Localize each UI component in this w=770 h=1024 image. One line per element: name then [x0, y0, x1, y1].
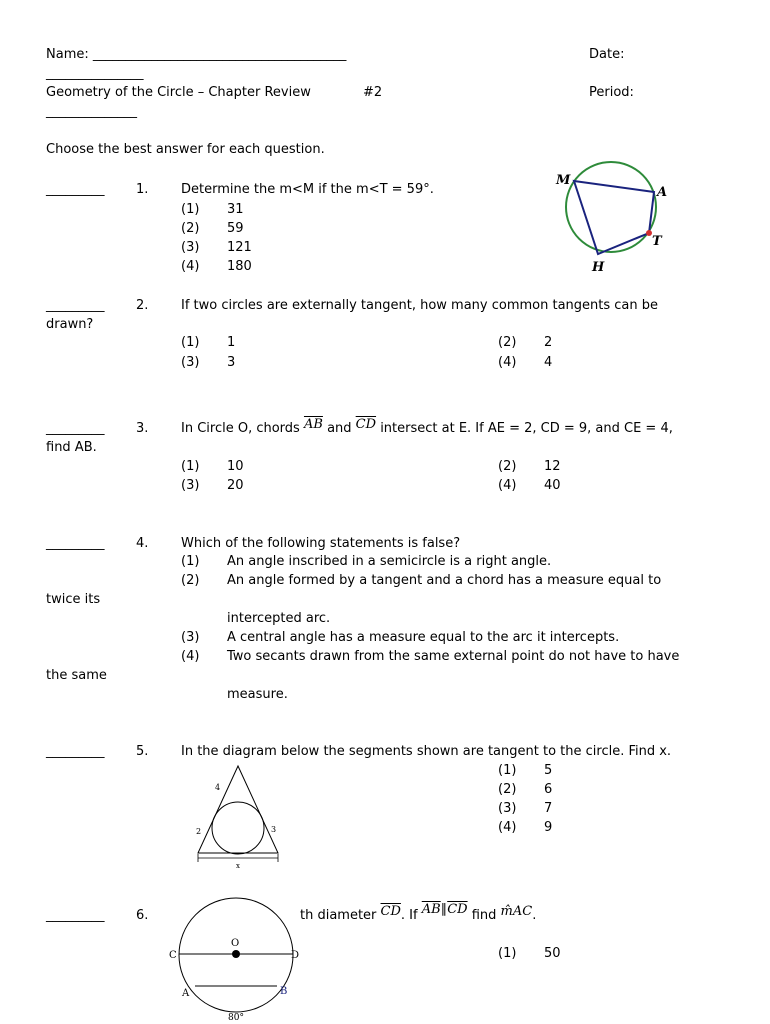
question-3-text-c: intersect at E. If AE = 2, CD = 9, and CE = 4,	[380, 421, 673, 436]
q4-choice-3-value: A central angle has a measure equal to the arc it intercepts.	[227, 630, 620, 645]
question-6-text-b: . If	[400, 908, 418, 923]
q6-circle-diagram	[165, 895, 310, 1024]
q3-choice-1-num: (1)	[181, 459, 200, 474]
q5-choice-1-value: 5	[544, 763, 553, 778]
q5-choice-3-value: 7	[544, 801, 553, 816]
q5-label-3: 3	[271, 825, 277, 834]
question-1-text: Determine the m<M if the m<T = 59°.	[181, 182, 434, 197]
q4-choice-1-num: (1)	[181, 554, 200, 569]
q3-choice-3-num: (3)	[181, 478, 200, 493]
q5-label-2: 2	[196, 827, 202, 836]
q5-triangle-diagram	[190, 762, 290, 872]
q6-choice-1-num: (1)	[498, 946, 517, 961]
question-3-text-wrap: find AB.	[46, 440, 97, 455]
q2-choice-4-value: 4	[544, 355, 553, 370]
question-5-number: 5.	[136, 744, 149, 759]
q4-choice-2-wrap-a: twice its	[46, 592, 101, 607]
q1-circle-diagram	[550, 165, 680, 275]
instructions: Choose the best answer for each question.	[46, 142, 325, 157]
q4-choice-3-num: (3)	[181, 630, 200, 645]
q4-choice-4-num: (4)	[181, 649, 200, 664]
question-2-text: If two circles are externally tangent, how many common tangents can be	[181, 298, 659, 313]
q3-choice-4-num: (4)	[498, 478, 517, 493]
q3-choice-2-num: (2)	[498, 459, 517, 474]
q5-choice-4-value: 9	[544, 820, 553, 835]
q4-choice-4-value: Two secants drawn from the same external point do not have to have	[227, 649, 680, 664]
answer-blank-3: _________	[46, 421, 105, 436]
q4-choice-1-value: An angle inscribed in a semicircle is a right angle.	[227, 554, 552, 569]
q1-label-m: M	[556, 173, 571, 188]
q1-label-a: A	[657, 185, 668, 200]
q5-choice-1-num: (1)	[498, 763, 517, 778]
question-2-number: 2.	[136, 298, 149, 313]
q5-choice-3-num: (3)	[498, 801, 517, 816]
q3-choice-1-value: 10	[227, 459, 244, 474]
arc-ac: m̂AC	[500, 904, 533, 919]
answer-blank-4: _________	[46, 536, 105, 551]
chord-cd: $\overline{CD}$	[355, 417, 377, 432]
diameter-cd: $\overline{CD}$	[380, 904, 401, 919]
question-1-number: 1.	[136, 182, 149, 197]
date-field-label: Date:	[589, 47, 625, 62]
q5-choice-4-num: (4)	[498, 820, 517, 835]
q1-choice-3-value: 121	[227, 240, 252, 255]
question-5-text: In the diagram below the segments shown are tangent to the circle. Find x.	[181, 744, 672, 759]
diameter-cd-2: $\overline{CD}$	[447, 902, 468, 917]
question-3-text-b: and	[327, 421, 352, 436]
q1-choice-4-num: (4)	[181, 259, 200, 274]
q4-choice-4-wrap-a: the same	[46, 668, 107, 683]
q5-choice-2-value: 6	[544, 782, 553, 797]
q4-choice-4-wrap-b: measure.	[227, 687, 288, 702]
q4-choice-2-wrap-b: intercepted arc.	[227, 611, 331, 626]
q1-choice-1-num: (1)	[181, 202, 200, 217]
q6-label-a: A	[182, 988, 190, 999]
q2-choice-1-value: 1	[227, 335, 236, 350]
answer-blank-6: _________	[46, 908, 105, 923]
q2-choice-3-num: (3)	[181, 355, 200, 370]
q2-choice-3-value: 3	[227, 355, 236, 370]
question-6-text-c: find	[471, 908, 497, 923]
question-6-text	[300, 902, 537, 924]
q2-choice-2-value: 2	[544, 335, 553, 350]
q6-label-b: B	[280, 986, 288, 997]
date-underline: _______________	[46, 66, 144, 81]
q3-choice-3-value: 20	[227, 478, 244, 493]
q2-choice-2-num: (2)	[498, 335, 517, 350]
q1-label-h: H	[592, 260, 605, 275]
q1-choice-4-value: 180	[227, 259, 252, 274]
worksheet-number: #2	[363, 85, 383, 100]
period-underline: ______________	[46, 104, 137, 119]
q6-label-c: C	[169, 950, 177, 961]
question-4-number: 4.	[136, 536, 149, 551]
parallel-symbol: ∥	[440, 902, 448, 917]
q3-choice-2-value: 12	[544, 459, 561, 474]
q2-choice-4-num: (4)	[498, 355, 517, 370]
answer-blank-2: _________	[46, 298, 105, 313]
answer-blank-1: _________	[46, 182, 105, 197]
question-2-text-wrap: drawn?	[46, 317, 94, 332]
q1-choice-2-num: (2)	[181, 221, 200, 236]
q1-label-t: T	[652, 234, 662, 249]
q6-label-arc: 80°	[228, 1013, 244, 1023]
q6-label-d: D	[291, 950, 300, 961]
period-field-label: Period:	[589, 85, 634, 100]
question-6-text-d: .	[532, 908, 537, 923]
q3-choice-4-value: 40	[544, 478, 561, 493]
q4-choice-2-value: An angle formed by a tangent and a chord has a measure equal to	[227, 573, 662, 588]
q1-choice-2-value: 59	[227, 221, 244, 236]
q6-choice-1-value: 50	[544, 946, 561, 961]
q4-choice-2-num: (2)	[181, 573, 200, 588]
worksheet-title: Geometry of the Circle – Chapter Review	[46, 85, 311, 100]
q2-choice-1-num: (1)	[181, 335, 200, 350]
q5-label-4: 4	[215, 783, 221, 792]
q5-label-x: x	[236, 862, 240, 870]
q5-choice-2-num: (2)	[498, 782, 517, 797]
chord-ab-6: $\overline{AB}$	[421, 902, 441, 917]
question-3-text-a: In Circle O, chords	[181, 421, 300, 436]
question-6-text-a: th diameter	[300, 908, 377, 923]
q1-choice-1-value: 31	[227, 202, 244, 217]
question-3-number: 3.	[136, 421, 149, 436]
q6-label-o: O	[231, 938, 240, 949]
answer-blank-5: _________	[46, 744, 105, 759]
question-3-text	[181, 417, 673, 437]
chord-ab: $\overline{AB}$	[303, 417, 323, 432]
question-6-number: 6.	[136, 908, 149, 923]
q1-choice-3-num: (3)	[181, 240, 200, 255]
name-field-label: Name: _______________________________________	[46, 47, 347, 62]
question-4-text: Which of the following statements is false?	[181, 536, 461, 551]
